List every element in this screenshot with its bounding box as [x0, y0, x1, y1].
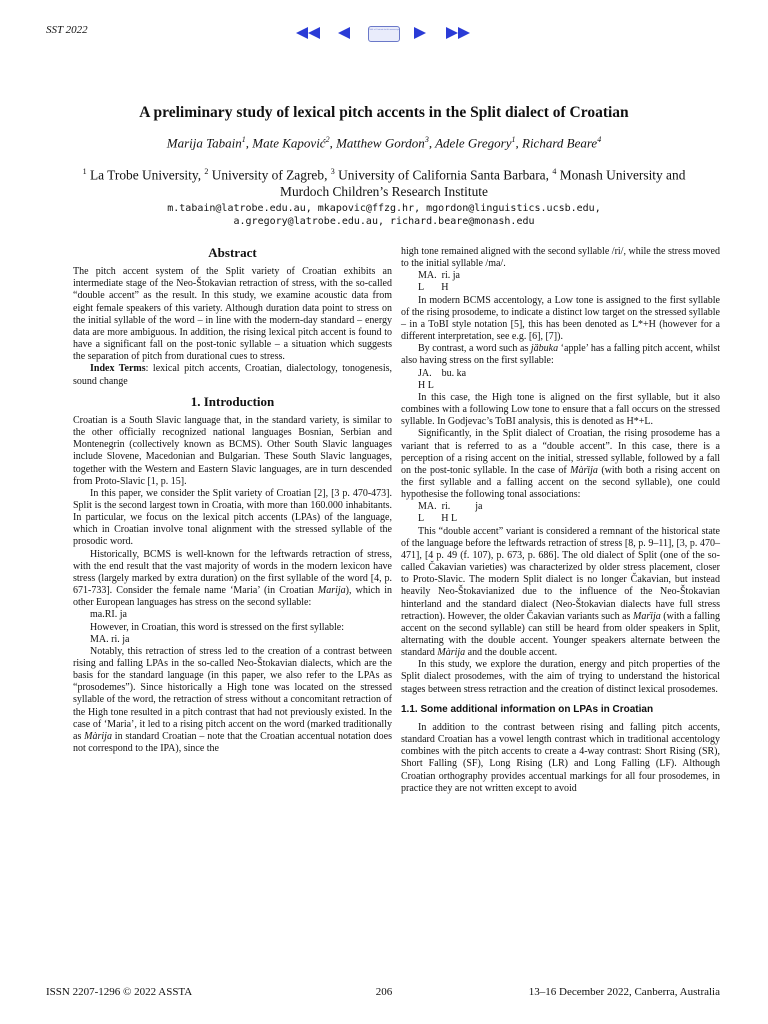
author-list: Marija Tabain$^1$, Mate Kapović$^2$, Matthew Gordon$^3$, Adele Gregory$^1$, Richard Beare$^4$	[166, 135, 602, 151]
abstract-heading: Abstract	[208, 245, 257, 260]
email-line: a.gregory@latrobe.edu.au, richard.beare@monash.edu	[233, 216, 535, 227]
author-name: Marija Tabain	[166, 135, 242, 151]
affiliation: University of Zagreb	[211, 167, 325, 183]
author-name: Mate Kapović	[252, 135, 326, 151]
footer-issn: ISSN 2207-1296 © 2022 ASSTA	[46, 986, 193, 998]
paragraph: Notably, this retraction of stress led to the creation of a contrast between rising and falling LPAs in the so-called Neo-Štokavian dialects, which are the basis for the standard language (in this paper, we also refer to the LPAs as “prosodemes”). Since historically a High tone was located on the stressed syllable of the word, the retraction of stress without a concomitant retraction of the High tone resulted in a pitch contrast that had not previously existed. In the case of ‘Maria’, it led to a rising pitch accent on the word (marked traditionally as Màrija in standard Croatian – note that the Croatian accentual notation does not correspond to the IPA), since the	[73, 645, 392, 755]
subsection-heading: 1.1. Some additional information on LPAs in Croatian	[401, 703, 654, 715]
example: L H L	[418, 513, 458, 525]
left-column	[73, 247, 392, 755]
double-left-arrow-icon	[294, 25, 324, 41]
conference-header: SST 2022	[46, 24, 88, 36]
paragraph: However, in Croatian, this word is stressed on the first syllable:	[90, 621, 344, 633]
next-page-button[interactable]	[410, 25, 432, 41]
author-name: Adele Gregory	[435, 135, 512, 151]
author-emails	[60, 202, 708, 228]
paragraph: In addition to the contrast between rising and falling pitch accents, standard Croatian has a vowel length contrast which in traditional accentology combines with the pitch accents to create a 4-way contrast: Short Rising (SR), Short Falling (SF), Long Rising (LR) and Long Falling (LF). Although Croatian orthography provides accentual markings for all four prosodemes, in practice they are not written except to avoid	[401, 721, 720, 794]
affiliation: University of California Santa Barbara	[338, 167, 546, 183]
right-column	[401, 246, 720, 795]
introduction-heading: 1. Introduction	[190, 393, 275, 409]
previous-page-button[interactable]	[332, 25, 354, 41]
paragraph: In this paper, we consider the Split variety of Croatian [2], [3 p. 470-473]. Split is the second largest town in Croatia, with more than 160.000 inhabitants. In particular, we focus on the lexical pitch accents (LPAs) of the language, which in Croatian involve tonal alignment with the stressed syllable of the prosodic word.	[73, 487, 392, 548]
paragraph: Significantly, in the Split dialect of Croatian, the rising prosodeme has a variant that is referred to as a “double accent”. In this case, there is a perception of a rising accent on the initial, stressed syllable, followed by a fall on the post-tonic syllable. In the case of Màrȉja (with both a rising accent on the first syllable and a falling accent on the second syllable), one could hypothesise the following tonal associations:	[401, 428, 720, 501]
left-arrow-icon	[332, 25, 354, 41]
index-terms: Index Terms: lexical pitch accents, Croatian, dialectology, tonogenesis, sound change	[73, 363, 392, 387]
affiliation: Monash University and Murdoch Children’s Research Institute	[280, 167, 686, 200]
example: MA. ri. ja	[418, 270, 460, 282]
right-arrow-icon	[410, 25, 432, 41]
affiliations: $^1$ La Trobe University, $^2$ University of Zagreb, $^3$ University of California Santa Barbara, $^4$ Monash University and Murdoch Children’s Research Institute	[82, 167, 686, 200]
example: MA. ri. ja	[90, 633, 130, 645]
example: ma.RI. ja	[90, 609, 127, 621]
double-right-arrow-icon	[442, 25, 472, 41]
example: JA. bu. ka	[418, 367, 467, 379]
abstract-text: The pitch accent system of the Split variety of Croatian exhibits an intermediate stage of the Neo-Štokavian retraction of stress, with the so-called “double accent” as the result. In this study, we examine acoustic data from eight female speakers of this variety. Although duration data point to stress on the initial syllable of the word – in line with the modern-day standard – energy data are more ambiguous. In addition, the rising lexical pitch accent is found to have a significant fall on the post-tonic syllable – a situation which suggests the separation of pitch from durational cues to stress.	[73, 266, 392, 363]
table-of-contents-button[interactable]: Table of Contents for this manuscript	[368, 26, 400, 42]
affiliation: La Trobe University	[89, 167, 198, 183]
paragraph: This “double accent” variant is considered a remnant of the historical state of the language before the leftwards retraction of stress [8, p. 9–11], [3, p. 470–471], [4 p. 49 (f. 107), p. 673, p. 686]. The old dialect of Split (one of the so-called Čakavian varieties) was characterized by older stress placement, closer to Proto-Slavic. The modern Split dialect is no longer Čakavian, but instead heavily Neo-Štokavianized due to the influence of the Neo-Štokavian hinterland and the standard dialect (Neo-Štokavian dialects have full stress retraction). However, the older Čakavian variants such as Marȉja (with a falling accent on the second syllable) can still be heard from older speakers in Split, alternating with the double accent. Younger speakers alternate between the standard Màrija and the double accent.	[401, 525, 721, 659]
author-name: Matthew Gordon	[336, 135, 425, 151]
example: L H	[418, 282, 449, 294]
paragraph: By contrast, a word such as jȁbuka ‘apple’ has a falling pitch accent, whilst also having stress on the first syllable:	[401, 343, 721, 367]
paper-title: A preliminary study of lexical pitch accents in the Split dialect of Croatian	[139, 104, 629, 121]
email-line: m.tabain@latrobe.edu.au, mkapovic@ffzg.hr, mgordon@linguistics.ucsb.edu,	[167, 203, 601, 214]
author-name: Richard Beare	[522, 135, 598, 151]
paragraph: In this case, the High tone is aligned on the first syllable, but it also combines with a following Low tone to ensure that a fall occurs on the stressed syllable. In Godjevac’s ToBI analysis, this is denoted as H*+L.	[401, 391, 720, 428]
footer-date: 13–16 December 2022, Canberra, Australia	[528, 986, 720, 998]
paragraph: Historically, BCMS is well-known for the leftwards retraction of stress, with the end result that the vast majority of words in the modern lexicon have stress (largely marked by extra duration) on the first syllable of the word [4, p. 671-733]. Consider the female name ‘Maria’ (in Croatian Marija), which in other European languages has stress on the second syllable:	[73, 548, 392, 609]
last-page-button[interactable]	[442, 25, 472, 41]
page-number: 206	[375, 986, 393, 998]
paragraph: In modern BCMS accentology, a Low tone is assigned to the first syllable of the rising prosodeme, to indicate a distinct low target on the stressed syllable – in a ToBI style notation [5], this has been denoted as L*+H (however for a different interpretation, see e.g. [6], [7]).	[401, 294, 720, 343]
example: MA. ri. ja	[418, 501, 483, 513]
paragraph: In this study, we explore the duration, energy and pitch properties of the Split dialect prosodemes, with the aim of trying to understand the historical stages between stress retraction and the creation of distinct lexical prosodemes.	[401, 659, 720, 695]
paragraph: high tone remained aligned with the second syllable /ri/, while the stress moved to the initial syllable /ma/.	[401, 246, 720, 270]
first-page-button[interactable]	[294, 25, 324, 41]
paragraph: Croatian is a South Slavic language that, in the standard variety, is similar to the other officially recognized national languages Bosnian, Serbian and Montenegrin (collectively known as BCMS). Other South Slavic languages include Slovene, Macedonian and Bulgarian. These South Slavic languages, together with the Western and Eastern Slavic languages, are in turn descended from Proto-Slavic [1, p. 15].	[73, 414, 392, 487]
example: H L	[418, 379, 434, 391]
